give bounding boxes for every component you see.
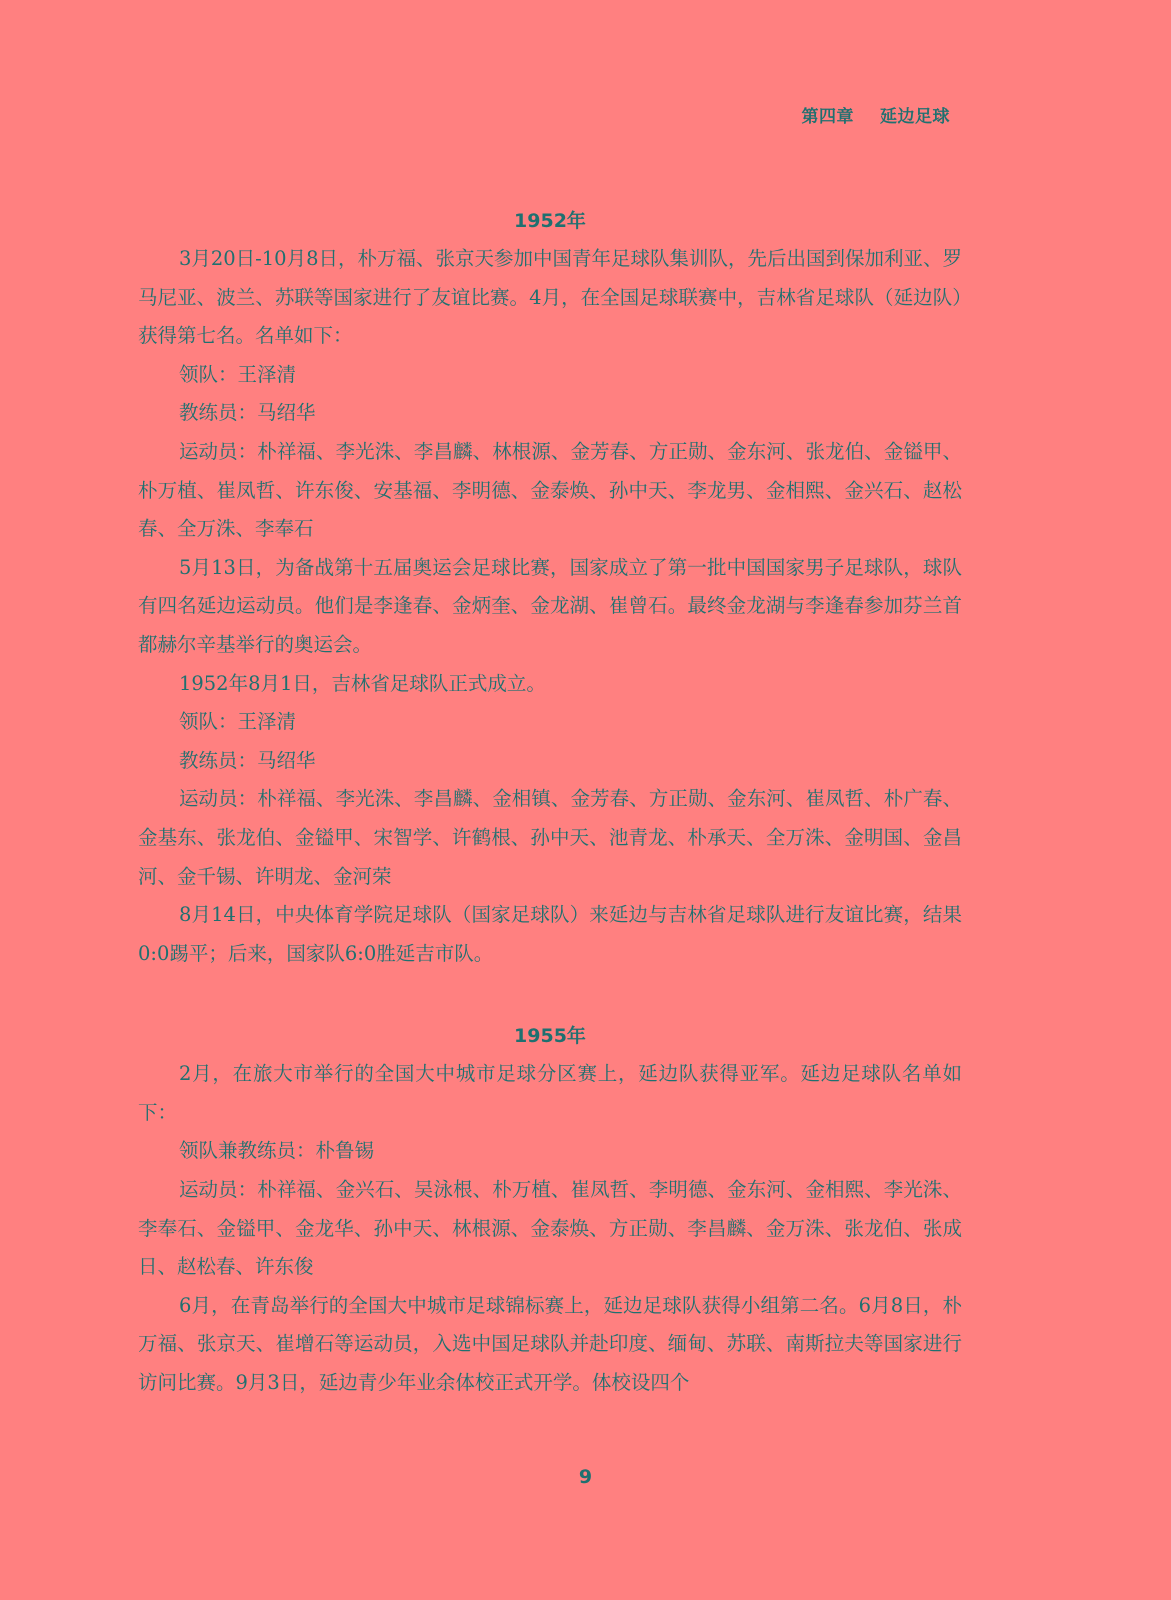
paragraph: 2月，在旅大市举行的全国大中城市足球分区赛上，延边队获得亚军。延边足球队名单如下：	[138, 1062, 962, 1124]
paragraph: 3月20日-10月8日，朴万福、张京天参加中国青年足球队集训队，先后出国到保加利亚、罗马尼亚、波兰、苏联等国家进行了友谊比赛。4月，在全国足球联赛中，吉林省足球队（延边队）获得第七名。名单如下：	[138, 247, 962, 348]
paragraph: 教练员：马绍华	[178, 748, 316, 772]
paragraph: 运动员：朴祥福、李光洙、李昌麟、金相镇、金芳春、方正勋、金东河、崔凤哲、朴广春、金基东、张龙伯、金镒甲、宋智学、许鹤根、孙中天、池青龙、朴承天、全万洙、金明国、金昌河、金千锡、许明龙、金河荣	[138, 787, 962, 888]
running-header	[802, 102, 951, 127]
paragraph: 6月，在青岛举行的全国大中城市足球锦标赛上，延边足球队获得小组第二名。6月8日，朴万福、张京天、崔增石等运动员，入选中国足球队并赴印度、缅甸、苏联、南斯拉夫等国家进行访问比赛。9月3日，延边青少年业余体校正式开学。体校设四个	[138, 1293, 962, 1395]
paragraph: 8月14日，中央体育学院足球队（国家足球队）来延边与吉林省足球队进行友谊比赛，结果0:0踢平；后来，国家队6:0胜延吉市队。	[138, 903, 962, 965]
section-1952	[138, 202, 962, 973]
paragraph: 领队兼教练员：朴鲁锡	[178, 1139, 374, 1163]
paragraph: 领队：王泽清	[178, 362, 296, 386]
chapter-label: 第四章	[801, 107, 854, 127]
paragraph: 教练员：马绍华	[178, 401, 316, 425]
page-number: 9	[578, 1466, 593, 1488]
chapter-title: 延边足球	[880, 107, 950, 127]
paragraph: 运动员：朴祥福、李光洙、李昌麟、林根源、金芳春、方正勋、金东河、张龙伯、金镒甲、朴万植、崔凤哲、许东俊、安基福、李明德、金泰焕、孙中天、李龙男、金相熙、金兴石、赵松春、全万洙、李奉石	[138, 439, 962, 541]
paragraph: 运动员：朴祥福、金兴石、吴泳根、朴万植、崔凤哲、李明德、金东河、金相熙、李光洙、李奉石、金镒甲、金龙华、孙中天、林根源、金泰焕、方正勋、李昌麟、金万洙、张龙伯、张成日、赵松春、许东俊	[138, 1178, 962, 1279]
section-spacer	[138, 973, 962, 1017]
section-heading: 1955年	[514, 1025, 586, 1048]
page-body	[138, 202, 962, 1403]
paragraph: 领队：王泽清	[178, 710, 296, 734]
section-heading: 1952年	[514, 210, 586, 232]
section-1955	[138, 1017, 962, 1402]
paragraph: 1952年8月1日，吉林省足球队正式成立。	[178, 671, 546, 695]
paragraph: 5月13日，为备战第十五届奥运会足球比赛，国家成立了第一批中国国家男子足球队，球队有四名延边运动员。他们是李逢春、金炳奎、金龙湖、崔曾石。最终金龙湖与李逢春参加芬兰首都赫尔辛基举行的奥运会。	[138, 555, 962, 656]
